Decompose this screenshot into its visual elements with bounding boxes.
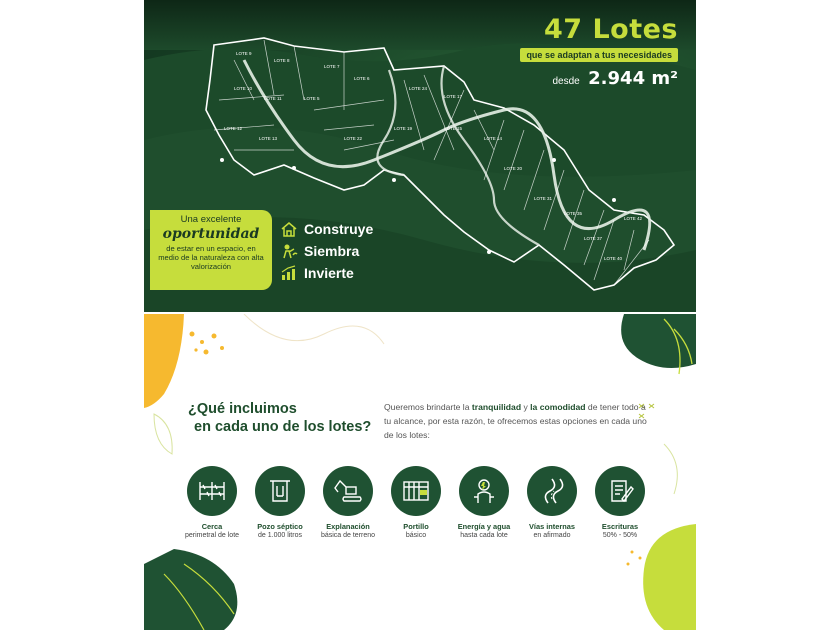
svg-text:LOTE 13: LOTE 13 xyxy=(259,136,278,141)
includes-intro xyxy=(384,400,649,442)
included-items xyxy=(178,466,654,540)
svg-text:LOTE 12: LOTE 12 xyxy=(224,126,243,131)
svg-text:LOTE 6: LOTE 6 xyxy=(354,76,370,81)
svg-text:LOTE 19: LOTE 19 xyxy=(394,126,413,131)
title-line1: ¿Qué incluimos xyxy=(188,401,297,417)
svg-text:LOTE 9: LOTE 9 xyxy=(236,51,252,56)
excavator-icon xyxy=(332,478,364,504)
item-desc: en afirmado xyxy=(533,532,571,539)
item-name: Portillo xyxy=(403,522,429,531)
brochure xyxy=(144,0,696,630)
svg-text:LOTE 15: LOTE 15 xyxy=(444,126,463,131)
svg-text:LOTE 20: LOTE 20 xyxy=(504,166,523,171)
opportunity-card xyxy=(150,210,272,290)
min-area-row xyxy=(520,68,678,89)
septic-tank-icon xyxy=(266,478,294,504)
item-badge xyxy=(391,466,441,516)
included-item-cerca xyxy=(178,466,246,540)
lot-count: 47 Lotes xyxy=(543,14,678,45)
svg-text:LOTE 24: LOTE 24 xyxy=(409,86,428,91)
benefit-label: Invierte xyxy=(304,265,354,281)
item-badge xyxy=(595,466,645,516)
benefit-siembra xyxy=(280,240,373,262)
intro-bold: tranquilidad xyxy=(471,402,522,412)
svg-text:LOTE 10: LOTE 10 xyxy=(234,86,253,91)
promo-line2: oportunidad xyxy=(162,226,260,242)
promo-line3: de estar en un espacio, en medio de la naturaleza con alta valorización xyxy=(158,244,264,271)
item-badge xyxy=(459,466,509,516)
item-badge xyxy=(527,466,577,516)
tagline: que se adaptan a tus necesidades xyxy=(520,48,678,62)
hero-panel xyxy=(144,0,696,312)
included-item-energia xyxy=(450,466,518,540)
item-desc: hasta cada lote xyxy=(460,532,508,539)
promo-line1: Una excelente xyxy=(180,214,242,225)
item-desc: perimetral de lote xyxy=(184,532,240,539)
min-area: 2.944 m² xyxy=(588,68,678,89)
svg-text:LOTE 11: LOTE 11 xyxy=(264,96,282,101)
svg-text:LOTE 37: LOTE 37 xyxy=(584,236,603,241)
deed-icon xyxy=(606,477,634,505)
benefit-invierte xyxy=(280,262,373,284)
item-desc: 50% - 50% xyxy=(602,532,638,539)
headline xyxy=(520,14,678,89)
house-icon xyxy=(280,221,298,237)
benefit-label: Construye xyxy=(304,221,374,237)
included-item-explanacion xyxy=(314,466,382,540)
intro-text: y xyxy=(521,402,531,412)
benefit-list xyxy=(280,218,373,284)
svg-text:LOTE 35: LOTE 35 xyxy=(564,211,583,216)
includes-panel xyxy=(144,314,696,630)
svg-text:LOTE 7: LOTE 7 xyxy=(324,64,340,69)
included-item-escrituras xyxy=(586,466,654,540)
farmer-icon xyxy=(280,243,298,259)
item-desc: de 1.000 litros xyxy=(258,532,302,539)
intro-text: Queremos brindarte la xyxy=(384,402,472,412)
benefit-label: Siembra xyxy=(304,243,360,259)
svg-text:LOTE 17: LOTE 17 xyxy=(444,94,463,99)
included-item-pozo xyxy=(246,466,314,540)
svg-text:LOTE 5: LOTE 5 xyxy=(304,96,320,101)
includes-title xyxy=(188,400,371,436)
included-item-vias xyxy=(518,466,586,540)
utilities-icon xyxy=(469,477,499,505)
svg-text:LOTE 31: LOTE 31 xyxy=(534,196,553,201)
fence-icon xyxy=(197,480,227,502)
item-desc: básica de terreno xyxy=(320,532,376,539)
item-badge xyxy=(323,466,373,516)
item-badge xyxy=(187,466,237,516)
title-line2: en cada uno de los lotes? xyxy=(194,419,372,435)
included-item-portillo xyxy=(382,466,450,540)
svg-text:LOTE 42: LOTE 42 xyxy=(624,216,643,221)
gate-icon xyxy=(401,479,431,503)
road-icon xyxy=(538,477,566,505)
svg-text:LOTE 40: LOTE 40 xyxy=(604,256,623,261)
intro-bold: la comodidad xyxy=(530,402,586,412)
growth-icon xyxy=(280,265,298,281)
svg-text:LOTE 8: LOTE 8 xyxy=(274,58,290,63)
intro-text: de tener todo a tu alcance, por esta razón, te ofrecemos estas opciones en cada uno de los lotes: xyxy=(384,402,647,440)
svg-text:LOTE 14: LOTE 14 xyxy=(484,136,503,141)
item-name: Energía y agua xyxy=(457,522,511,531)
item-name: Cerca xyxy=(201,522,223,531)
item-name: Pozo séptico xyxy=(257,522,303,531)
item-name: Escrituras xyxy=(601,522,639,531)
item-badge xyxy=(255,466,305,516)
item-desc: básico xyxy=(405,532,427,539)
item-name: Vías internas xyxy=(528,522,575,531)
item-name: Explanación xyxy=(326,522,370,531)
svg-text:LOTE 22: LOTE 22 xyxy=(344,136,363,141)
from-label: desde xyxy=(552,76,580,87)
benefit-construye xyxy=(280,218,373,240)
